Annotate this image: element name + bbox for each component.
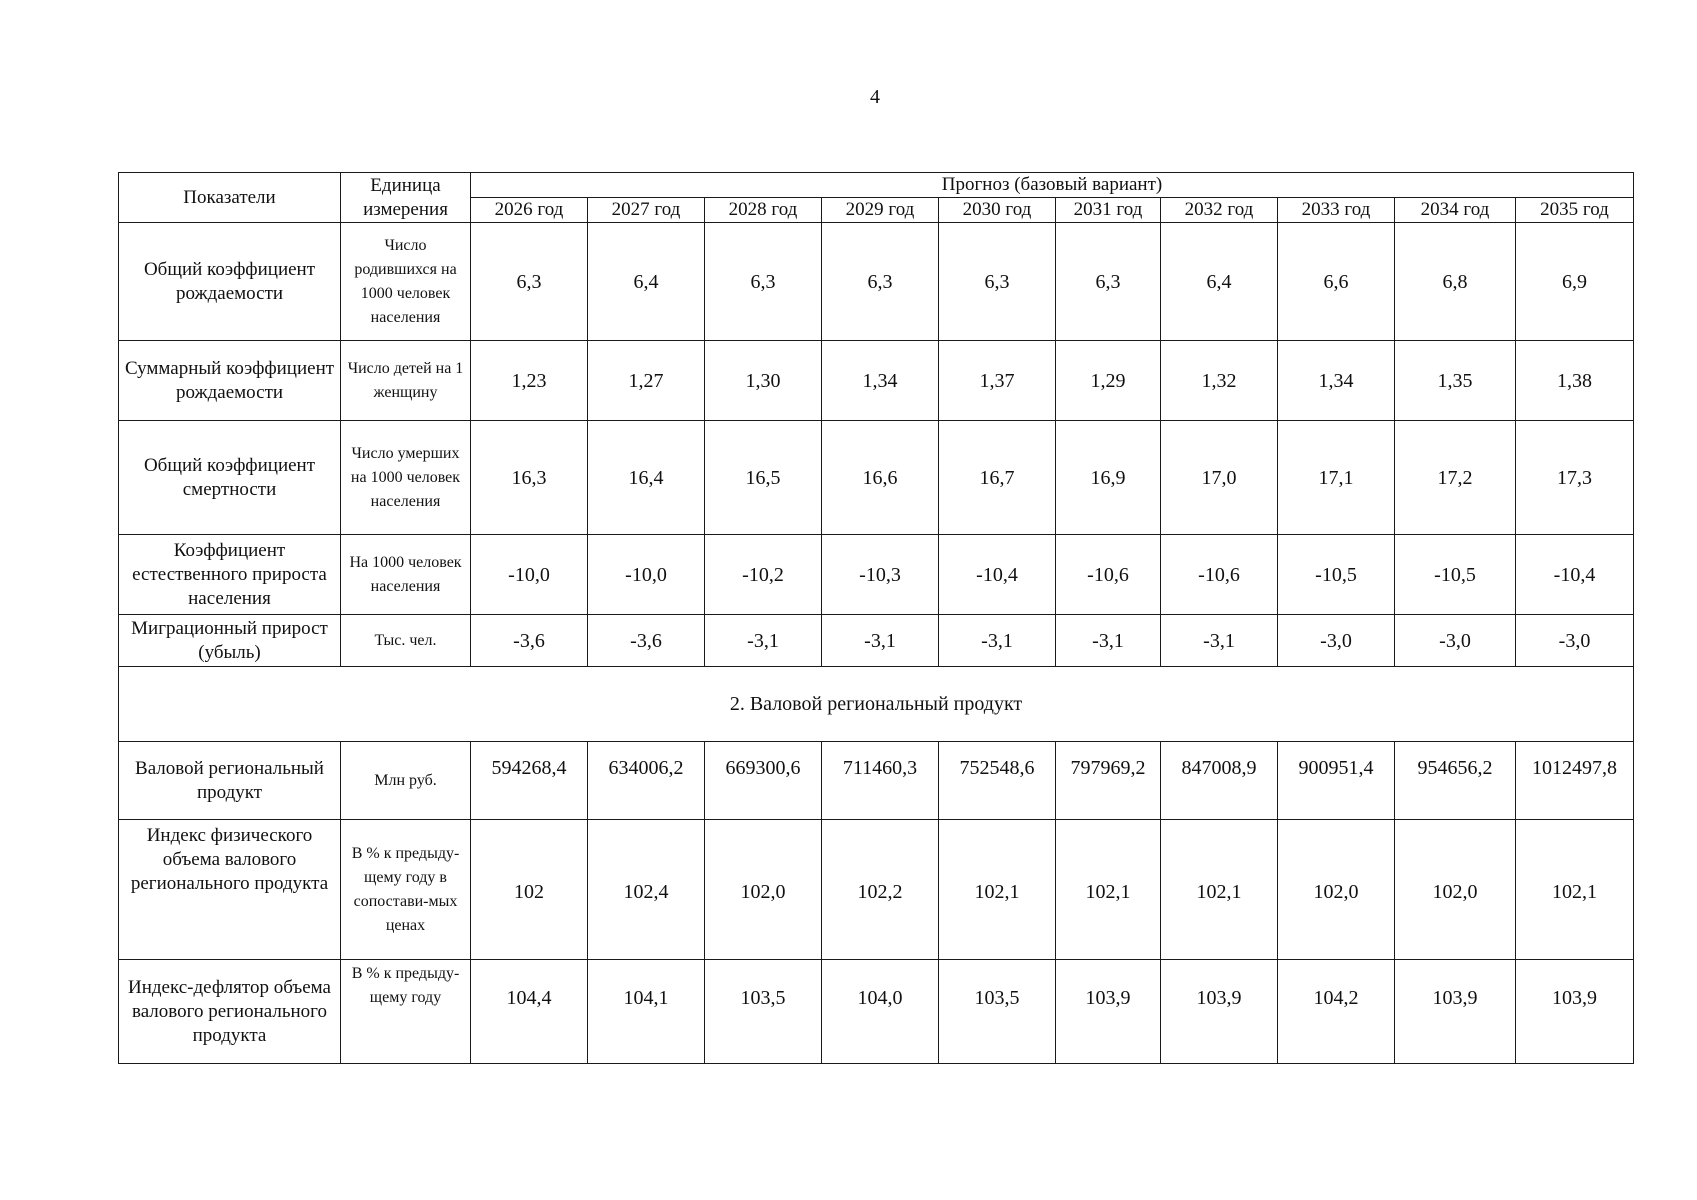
value-cell: 6,4 — [1161, 223, 1278, 341]
value-cell: 6,3 — [705, 223, 822, 341]
value-cell: 1,38 — [1516, 341, 1634, 421]
table-row — [119, 223, 1634, 341]
indicator-cell: Коэффициент естественного прироста населения — [119, 535, 341, 615]
value-cell: -3,1 — [705, 615, 822, 667]
indicator-cell: Миграционный прирост (убыль) — [119, 615, 341, 667]
value-cell: 16,7 — [939, 421, 1056, 535]
value-cell: 6,3 — [822, 223, 939, 341]
page-number: 4 — [870, 86, 880, 108]
value-cell: -10,3 — [822, 535, 939, 615]
table-row — [119, 820, 1634, 960]
value-cell: 594268,4 — [471, 742, 588, 820]
table-row — [119, 615, 1634, 667]
value-cell: 17,1 — [1278, 421, 1395, 535]
value-cell: 1,23 — [471, 341, 588, 421]
value-cell: 102,4 — [588, 820, 705, 960]
value-cell: -10,6 — [1161, 535, 1278, 615]
unit-cell: В % к предыду-щему году — [341, 960, 471, 1064]
indicator-cell: Индекс-дефлятор объема валового регионального продукта — [119, 960, 341, 1064]
value-cell: -3,6 — [471, 615, 588, 667]
value-cell: 102,0 — [705, 820, 822, 960]
year-header: 2026 год — [471, 198, 588, 223]
value-cell: -3,0 — [1395, 615, 1516, 667]
value-cell: 104,1 — [588, 960, 705, 1064]
unit-cell: На 1000 человек населения — [341, 535, 471, 615]
value-cell: 102,1 — [1161, 820, 1278, 960]
value-cell: 711460,3 — [822, 742, 939, 820]
value-cell: 104,4 — [471, 960, 588, 1064]
value-cell: -10,6 — [1056, 535, 1161, 615]
value-cell: 102,0 — [1278, 820, 1395, 960]
value-cell: 634006,2 — [588, 742, 705, 820]
table-row — [119, 535, 1634, 615]
unit-cell: Тыс. чел. — [341, 615, 471, 667]
value-cell: -10,4 — [939, 535, 1056, 615]
value-cell: -3,1 — [822, 615, 939, 667]
forecast-table — [118, 172, 1634, 1064]
value-cell: 6,3 — [1056, 223, 1161, 341]
year-header: 2031 год — [1056, 198, 1161, 223]
value-cell: 103,5 — [705, 960, 822, 1064]
value-cell: 1012497,8 — [1516, 742, 1634, 820]
value-cell: 103,9 — [1161, 960, 1278, 1064]
value-cell: 6,6 — [1278, 223, 1395, 341]
value-cell: 16,4 — [588, 421, 705, 535]
value-cell: 103,5 — [939, 960, 1056, 1064]
value-cell: -3,0 — [1516, 615, 1634, 667]
year-header: 2028 год — [705, 198, 822, 223]
value-cell: 6,3 — [939, 223, 1056, 341]
value-cell: 6,3 — [471, 223, 588, 341]
header-forecast: Прогноз (базовый вариант) — [471, 173, 1634, 198]
value-cell: 104,2 — [1278, 960, 1395, 1064]
table-row — [119, 341, 1634, 421]
header-unit: Единица измерения — [341, 173, 471, 223]
year-header: 2029 год — [822, 198, 939, 223]
value-cell: 1,37 — [939, 341, 1056, 421]
year-header: 2027 год — [588, 198, 705, 223]
table-row — [119, 960, 1634, 1064]
value-cell: 6,4 — [588, 223, 705, 341]
value-cell: -10,5 — [1395, 535, 1516, 615]
table-row — [119, 742, 1634, 820]
unit-cell: Число детей на 1 женщину — [341, 341, 471, 421]
value-cell: 102,1 — [1516, 820, 1634, 960]
value-cell: 954656,2 — [1395, 742, 1516, 820]
indicator-cell: Суммарный коэффициент рождаемости — [119, 341, 341, 421]
value-cell: 1,30 — [705, 341, 822, 421]
indicator-cell: Индекс физического объема валового регионального продукта — [119, 820, 341, 960]
value-cell: 16,5 — [705, 421, 822, 535]
value-cell: 102,2 — [822, 820, 939, 960]
value-cell: 103,9 — [1516, 960, 1634, 1064]
value-cell: 17,3 — [1516, 421, 1634, 535]
indicator-cell: Общий коэффициент смертности — [119, 421, 341, 535]
value-cell: -3,0 — [1278, 615, 1395, 667]
value-cell: 1,32 — [1161, 341, 1278, 421]
year-header: 2033 год — [1278, 198, 1395, 223]
unit-cell: Млн руб. — [341, 742, 471, 820]
value-cell: 1,35 — [1395, 341, 1516, 421]
value-cell: -10,2 — [705, 535, 822, 615]
header-indicators: Показатели — [119, 173, 341, 223]
value-cell: 900951,4 — [1278, 742, 1395, 820]
value-cell: 6,9 — [1516, 223, 1634, 341]
value-cell: -10,0 — [588, 535, 705, 615]
value-cell: 104,0 — [822, 960, 939, 1064]
value-cell: 102,0 — [1395, 820, 1516, 960]
value-cell: 1,34 — [822, 341, 939, 421]
value-cell: 847008,9 — [1161, 742, 1278, 820]
value-cell: 1,34 — [1278, 341, 1395, 421]
value-cell: 1,29 — [1056, 341, 1161, 421]
value-cell: 102,1 — [1056, 820, 1161, 960]
unit-cell: Число родившихся на 1000 человек населения — [341, 223, 471, 341]
value-cell: 669300,6 — [705, 742, 822, 820]
value-cell: 6,8 — [1395, 223, 1516, 341]
value-cell: 16,6 — [822, 421, 939, 535]
indicator-cell: Валовой региональный продукт — [119, 742, 341, 820]
value-cell: 17,2 — [1395, 421, 1516, 535]
value-cell: 1,27 — [588, 341, 705, 421]
table-row — [119, 421, 1634, 535]
value-cell: -3,6 — [588, 615, 705, 667]
value-cell: 797969,2 — [1056, 742, 1161, 820]
value-cell: 102 — [471, 820, 588, 960]
value-cell: -10,0 — [471, 535, 588, 615]
value-cell: -3,1 — [939, 615, 1056, 667]
indicator-cell: Общий коэффициент рождаемости — [119, 223, 341, 341]
value-cell: -3,1 — [1161, 615, 1278, 667]
year-header: 2034 год — [1395, 198, 1516, 223]
value-cell: -10,4 — [1516, 535, 1634, 615]
year-header: 2030 год — [939, 198, 1056, 223]
value-cell: 17,0 — [1161, 421, 1278, 535]
unit-cell: Число умерших на 1000 человек населения — [341, 421, 471, 535]
value-cell: 103,9 — [1056, 960, 1161, 1064]
year-header: 2035 год — [1516, 198, 1634, 223]
value-cell: -10,5 — [1278, 535, 1395, 615]
value-cell: 102,1 — [939, 820, 1056, 960]
value-cell: 16,3 — [471, 421, 588, 535]
section-title: 2. Валовой региональный продукт — [119, 667, 1634, 742]
value-cell: 752548,6 — [939, 742, 1056, 820]
year-header: 2032 год — [1161, 198, 1278, 223]
value-cell: 103,9 — [1395, 960, 1516, 1064]
header-row-top — [119, 173, 1634, 198]
section-row — [119, 667, 1634, 742]
unit-cell: В % к предыду-щему году в сопостави-мых ценах — [341, 820, 471, 960]
value-cell: 16,9 — [1056, 421, 1161, 535]
value-cell: -3,1 — [1056, 615, 1161, 667]
